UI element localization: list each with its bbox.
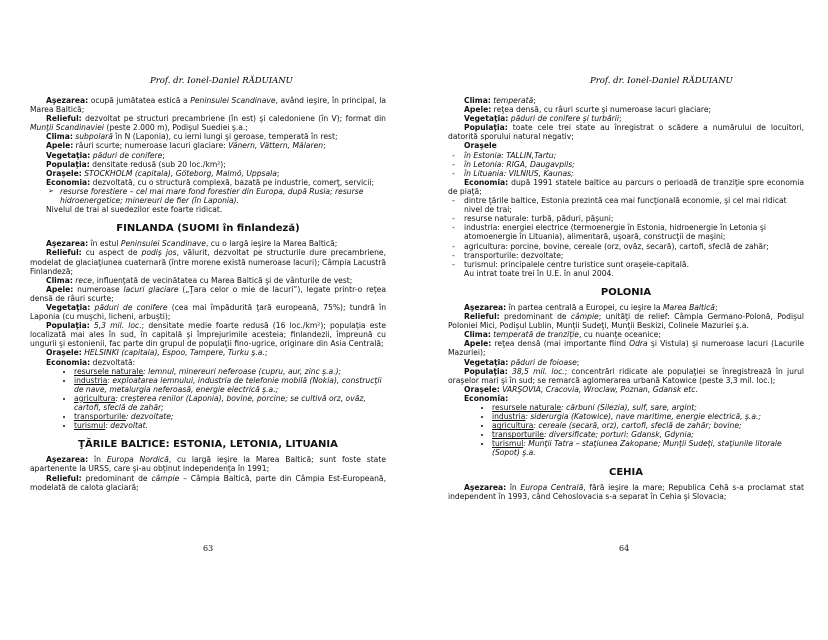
text: numeroase: [73, 284, 124, 294]
bullet-list: [448, 403, 804, 458]
label: Relieful:: [46, 473, 82, 483]
bullet-list: [30, 367, 386, 431]
label: Economia:: [46, 357, 91, 367]
italic-text: 5,3 mil. loc.: [93, 321, 142, 331]
text: – Câmpia Baltică, parte din Câmpia Est-Europeană, modelată de calota glaciară;: [30, 473, 386, 492]
label: Economia:: [464, 393, 509, 403]
text: ;: [533, 96, 536, 105]
label: Aşezarea:: [46, 96, 89, 105]
underlined-label: agricultura: [492, 421, 534, 431]
paragraph: [448, 394, 804, 403]
italic-text: Vänern, Vättern, Mälaren: [228, 141, 324, 151]
paragraph: [30, 358, 386, 367]
text: : lemnul, minereuri neferoase (cupru, aur, zinc ş.a.);: [143, 366, 342, 376]
paragraph: Au intrat toate trei în U.E. în anul 2004.: [464, 268, 614, 278]
italic-text: Peninsulei Scandinave: [190, 96, 276, 105]
italic-text: câmpie: [151, 473, 180, 483]
italic-text: Europa Nordică: [106, 455, 169, 465]
page-right: [414, 0, 828, 640]
italic-text: temperată: [493, 96, 534, 105]
page-content: [448, 96, 804, 501]
paragraph: [448, 105, 804, 114]
underlined-label: resursele naturale: [492, 403, 562, 412]
text: cu aspect de: [81, 248, 142, 258]
underlined-label: transporturile: [492, 430, 544, 440]
text: în partea centrală a Europei, cu ieşire la: [506, 302, 663, 312]
paragraph: [30, 178, 386, 187]
italic-text: Europa Centrală: [520, 482, 584, 492]
text: predominant de: [81, 473, 152, 483]
list-item: ➢ resurse forestiere – cel mai mare fond forestier din Europa, după Rusia; resurse hidroenergetice; minereuri de fier (în Laponia).: [48, 187, 386, 205]
text: ;: [714, 302, 718, 312]
text: , vălurit, dezvoltat pe structurile dure precambriene, modelat de glaciaţiunea cuaternară (între morene există numeroase lacuri); Câmpia Lacustră Finlandeză;: [30, 248, 387, 276]
paragraph: [30, 348, 386, 357]
text: ;: [323, 141, 326, 151]
underlined-label: agricultura: [74, 393, 116, 403]
paragraph: [30, 151, 386, 160]
list-item: - industria: energiei electrice (termoenergie în Estonia, hidroenergie în Letonia şi atomoenergie în Lituania), alimentară, uşoară, construcţii de maşini;: [452, 223, 804, 241]
paragraph: [448, 96, 804, 105]
list-item: [74, 367, 386, 376]
paragraph: [448, 367, 804, 385]
text: ; concentrări ridicate ale populaţiei se înregistrează în jurul oraşelor mari şi în sud; se remarcă aglomerarea urbană Katowice (peste 3,3 mil. loc.);: [448, 366, 804, 385]
paragraph: [448, 303, 804, 312]
arrow-list: [30, 187, 386, 205]
text: , fără ieşire la mare; Republica Cehă s-a proclamat stat independent în 1993, când Cehoslovacia s-a separat în Cehia şi Slovacia;: [448, 482, 804, 501]
text: : exploatarea lemnului, industria de telefonie mobilă (Nokia), construcţii de nave, metalurgia neferoasă, energie electrică ş.a.;: [74, 375, 382, 394]
label: Oraşele:: [464, 384, 500, 394]
dash-list: [448, 196, 804, 269]
text: reţea densă (mai importante fiind: [491, 339, 630, 349]
label: Relieful:: [46, 248, 82, 258]
label: Aşezarea:: [464, 302, 507, 312]
label: Vegetaţia:: [46, 150, 91, 160]
italic-text: Peninsulei Scandinave: [120, 239, 206, 249]
italic-text: Marea Baltică: [663, 302, 715, 312]
list-item: - în Lituania: VILNIUS, Kaunas;: [452, 169, 804, 178]
page-number: 63: [203, 544, 214, 553]
list-item: - turismul: principalele centre turistice sunt oraşele-capitală.: [452, 260, 804, 269]
paragraph: [448, 114, 804, 123]
label: Apele:: [464, 339, 492, 349]
underlined-label: industria: [492, 412, 526, 422]
text: ;: [264, 348, 268, 358]
text: : diversificate; porturi: Gdansk, Gdynia;: [543, 430, 694, 440]
paragraph: [448, 330, 804, 339]
text: ; densitate medie foarte redusă (16 loc./km²); populaţia este localizată mai ales în sud, în capitală şi împrejurimile acesteia; finlandezii, împreună cu ungurii şi estonienii, fac parte din grupul de populaţii fino-ugrice, originare din Asia Centrală;: [30, 321, 386, 349]
label: Clima:: [464, 96, 491, 105]
italic-text: STOCKHOLM (capitala), Göteborg, Malmö, Uppsala: [84, 168, 277, 178]
list-item: [492, 412, 804, 421]
label: Populaţia:: [46, 321, 90, 331]
label: Clima:: [46, 132, 73, 142]
text: ;: [618, 114, 622, 124]
text: şi Vistula) şi numeroase lacuri (Lacurile Mazuriei);: [448, 339, 804, 358]
list-item: [492, 421, 804, 430]
label: Aşezarea:: [464, 482, 507, 492]
italic-text: podiş jos: [141, 248, 177, 258]
list-item: - agricultura: porcine, bovine, cereale (orz, ovăz, secară), cartofi, sfeclă de zahăr;: [452, 242, 804, 251]
paragraph: [30, 239, 386, 248]
underlined-label: turismul: [74, 421, 106, 431]
text: toate cele trei state au înregistrat o scădere a numărului de locuitori, datorită sporului natural negativ;: [448, 123, 804, 142]
text: , cu o largă ieşire la Marea Baltică;: [205, 239, 338, 249]
italic-text: păduri de conifere: [94, 302, 168, 312]
paragraph: [448, 141, 804, 150]
italic-text: VARŞOVIA, Cracovia, Wroclaw, Poznan, Gdansk etc.: [502, 384, 698, 394]
page-header: Prof. dr. Ionel-Daniel RĂDUIANU: [590, 76, 733, 86]
text: dezvoltat pe structuri precambriene (în est) şi caledoniene (în V); format din: [81, 114, 386, 124]
paragraph: [448, 312, 804, 330]
underlined-label: transporturile: [74, 412, 126, 422]
paragraph: [30, 141, 386, 150]
text: , cu nuanţe oceanice;: [578, 330, 661, 340]
list-item: [74, 376, 386, 394]
label: Apele:: [46, 141, 74, 151]
text: reţea densă, cu râuri scurte şi numeroase lacuri glaciare;: [491, 105, 712, 115]
paragraph: [448, 358, 804, 367]
text: ;: [276, 168, 280, 178]
label: Vegetaţia:: [46, 302, 91, 312]
label: Clima:: [464, 330, 491, 340]
section-title: CEHIA: [609, 466, 643, 478]
text: în estul: [88, 239, 121, 249]
text: densitate redusă (sub 20 loc./km²);: [89, 159, 226, 169]
list-item: - transporturile: dezvoltate;: [452, 251, 804, 260]
text: ocupă jumătatea estică a: [88, 96, 191, 105]
text: : siderurgia (Katowice), nave maritime, energie electrică, ş.a.;: [525, 412, 761, 422]
italic-text: păduri de conifere şi turbării: [510, 114, 619, 124]
paragraph: [30, 132, 386, 141]
label: Oraşele:: [46, 348, 82, 358]
label: Vegetaţia:: [464, 114, 509, 124]
label: Apele:: [46, 284, 74, 294]
text: în: [88, 455, 107, 465]
label: Vegetaţia:: [464, 357, 509, 367]
text: în N (Laponia), cu ierni lungi şi geroase, temperată în rest;: [112, 132, 338, 142]
text: ;: [162, 150, 165, 160]
italic-text: rece: [75, 275, 92, 285]
italic-text: 38,5 mil. loc.: [511, 366, 565, 376]
label: Oraşele: [464, 141, 497, 151]
paragraph: [30, 285, 386, 303]
paragraph-text: după 1991 statele baltice au parcurs o perioadă de tranziţie spre economia de piaţă;: [448, 177, 804, 196]
text: : dezvoltat.: [105, 421, 149, 431]
list-item: - în Estonia: TALLIN,Tartu;: [452, 151, 804, 160]
paragraph: [30, 248, 386, 275]
italic-text: Odra: [629, 339, 648, 349]
text: : creşterea renilor (Laponia), bovine, porcine; se cultivă orz, ovăz, cartofi, sfeclă de zahăr;: [74, 393, 366, 412]
label: Economia:: [464, 177, 509, 187]
paragraph: [30, 160, 386, 169]
paragraph: [30, 96, 386, 114]
text: : cereale (secară, orz), cartofi, sfeclă de zahăr; bovine;: [533, 421, 742, 431]
text: predominant de: [499, 312, 571, 322]
text: ; unităţi de relief: Câmpia Germano-Polonă, Podişul Poloniei Mici, Podişul Lublin, Munţii Sudeţi, Munţii Beskizi, Colinele Mazuriei ş.a.: [448, 312, 804, 331]
section-title: POLONIA: [600, 286, 652, 298]
page-content: [30, 96, 386, 492]
italic-text: lacuri glaciare: [123, 284, 179, 294]
label: Economia:: [46, 177, 91, 187]
italic-text: păduri de conifere: [92, 150, 163, 160]
page-number: 64: [619, 544, 630, 553]
list-item: [74, 412, 386, 421]
underlined-label: industria: [74, 375, 108, 385]
paragraph: [30, 455, 386, 473]
section-title: ŢĂRILE BALTICE: ESTONIA, LETONIA, LITUANIA: [78, 439, 338, 451]
text: (cea mai împădurită ţară europeană, 75%); tundră în Laponia (cu muşchi, licheni, arbuşti);: [30, 302, 387, 322]
italic-text: păduri de foioase: [510, 357, 577, 367]
paragraph: [448, 339, 804, 357]
label: Relieful:: [46, 114, 82, 124]
list-item: - în Letonia: RIGA, Daugavpils;: [452, 160, 804, 169]
label: Clima:: [46, 275, 73, 285]
paragraph: [30, 321, 386, 348]
text: : cărbuni (Silezia), sulf, sare, argint;: [561, 403, 697, 412]
text: : Munţii Tatra – staţiunea Zakopane; Munţii Sudeţi, staţiunile litorale (Sopot) ş.a.: [492, 439, 782, 458]
paragraph: [30, 169, 386, 178]
list-item: [74, 421, 386, 430]
paragraph: [448, 123, 804, 141]
paragraph: [30, 114, 386, 132]
paragraph: [448, 385, 804, 394]
text: , având ieşire, în principal, la Marea Baltică;: [30, 96, 387, 115]
label: Populaţia:: [46, 159, 90, 169]
text: (peste 2.000 m), Podişul Suediei ş.a.;: [104, 123, 248, 133]
text: în: [506, 482, 521, 492]
label: Populaţia:: [464, 366, 508, 376]
list-item: [492, 439, 804, 457]
paragraph: [448, 178, 804, 196]
label: Apele:: [464, 105, 492, 115]
italic-text: câmpie: [570, 312, 599, 322]
italic-text: Munţii Scandinaviei: [30, 123, 105, 133]
text: dezvoltată, cu o structură complexă, bazată pe industrie, comerţ, servicii;: [90, 177, 375, 187]
text: râuri scurte; numeroase lacuri glaciare:: [73, 141, 229, 151]
paragraph: Nivelul de trai al suedezilor este foarte ridicat.: [46, 205, 223, 215]
paragraph: [30, 303, 386, 321]
list-item: - dintre ţările baltice, Estonia prezintă cea mai funcţională economie, şi cel mai ridicat nivel de trai;: [452, 196, 804, 214]
underlined-label: resursele naturale: [74, 366, 144, 376]
label: Relieful:: [464, 312, 500, 322]
list-item: [492, 403, 804, 412]
text: („Ţara celor o mie de lacuri”), legate printr-o reţea densă de râuri scurte;: [30, 284, 386, 303]
text: , influenţată de vecinătatea cu Marea Baltică şi de vânturile de vest;: [91, 275, 353, 285]
section-title: FINLANDA (SUOMI în finlandeză): [116, 223, 300, 235]
underlined-label: turismul: [492, 439, 524, 449]
list-item: [74, 394, 386, 412]
label: Aşezarea:: [46, 239, 89, 249]
page-header: Prof. dr. Ionel-Daniel RĂDUIANU: [150, 76, 293, 86]
text: ;: [576, 357, 580, 367]
paragraph: [30, 276, 386, 285]
label: Aşezarea:: [46, 455, 89, 465]
italic-text: temperată de tranziţie: [493, 330, 579, 340]
text: , cu largă ieşire la Marea Baltică; sunt foste state apartenente la URSS, care şi-au obţinut independenţa în 1991;: [30, 455, 386, 474]
italic-text: subpolară: [75, 132, 113, 142]
label: Oraşele:: [46, 168, 82, 178]
paragraph: [30, 474, 386, 492]
text: : dezvoltate;: [125, 412, 174, 422]
paragraph: [448, 483, 804, 501]
list-item: [492, 430, 804, 439]
label: Populaţia:: [464, 123, 508, 133]
text: dezvoltată:: [90, 357, 136, 367]
city-list: [448, 151, 804, 178]
italic-text: HELSINKI (capitala), Espoo, Tampere, Turku ş.a.: [84, 348, 265, 358]
list-item: - resurse naturale: turbă, păduri, păşuni;: [452, 214, 804, 223]
